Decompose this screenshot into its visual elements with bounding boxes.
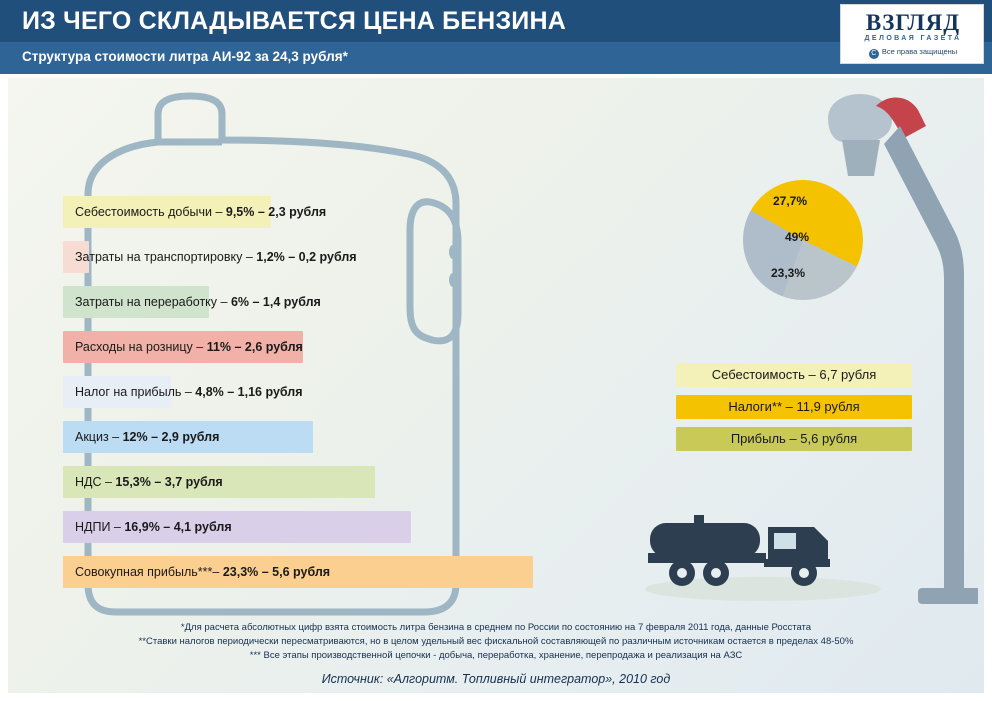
bar-label-value: 6% – 1,4 рубля bbox=[230, 295, 321, 309]
logo bbox=[840, 4, 984, 64]
legend-item-label: Прибыль – 5,6 рубля bbox=[730, 431, 858, 446]
infographic-canvas bbox=[8, 78, 984, 693]
bar-row bbox=[63, 421, 543, 466]
bar-label-text: НДС – bbox=[75, 475, 116, 489]
bar-row bbox=[63, 241, 543, 286]
bar-row bbox=[63, 511, 543, 556]
bar-label bbox=[75, 466, 223, 498]
copyright-icon: C bbox=[869, 49, 879, 59]
bar-label-value: 12% – 2,9 рубля bbox=[122, 430, 220, 444]
logo-rights-text: Все права защищены bbox=[881, 47, 958, 56]
legend-item-label: Налоги** – 11,9 рубля bbox=[728, 399, 860, 414]
legend-item-cost bbox=[676, 363, 912, 387]
bar-label-text: НДПИ – bbox=[75, 520, 125, 534]
bar-label bbox=[75, 331, 303, 363]
bar-label bbox=[75, 286, 321, 318]
page-subtitle: Структура стоимости литра АИ-92 за 24,3 рубля* bbox=[22, 49, 348, 64]
pie-label-bottom: 23,3% bbox=[771, 266, 806, 280]
bar-label bbox=[75, 421, 219, 453]
legend-item-profit bbox=[676, 427, 912, 451]
bar-label-text: Акциз – bbox=[75, 430, 123, 444]
bar-label bbox=[75, 196, 326, 228]
bar-label-value: 11% – 2,6 рубля bbox=[206, 340, 303, 354]
bar-label-value: 15,3% – 3,7 рубля bbox=[115, 475, 223, 489]
pie-label-top: 27,7% bbox=[773, 194, 808, 208]
legend bbox=[676, 363, 912, 459]
bar-label-text: Затраты на транспортировку – bbox=[75, 250, 257, 264]
bar-label-value: 23,3% – 5,6 рубля bbox=[222, 565, 331, 579]
logo-name: ВЗГЛЯД bbox=[865, 10, 961, 35]
bar-label-value: 16,9% – 4,1 рубля bbox=[124, 520, 232, 534]
bar-row bbox=[63, 331, 543, 376]
bar-row bbox=[63, 466, 543, 511]
source-text: Источник: «Алгоритм. Топливный интегратор», 2010 год bbox=[321, 672, 671, 686]
bar-label-value: 9,5% – 2,3 рубля bbox=[225, 205, 327, 219]
bar-label bbox=[75, 376, 303, 408]
bar-row bbox=[63, 556, 543, 601]
logo-rights bbox=[841, 47, 985, 59]
footnotes bbox=[8, 621, 984, 686]
bar-row bbox=[63, 196, 543, 241]
footnote-1: *Для расчета абсолютных цифр взята стоимость литра бензина в среднем по России по состоянию на 7 февраля 2011 года, данные Росстата bbox=[180, 622, 812, 633]
bar-label-text: Налог на прибыль – bbox=[75, 385, 196, 399]
bar-label-text: Себестоимость добычи – bbox=[75, 205, 226, 219]
pie-chart bbox=[743, 180, 873, 310]
footnote-2: **Ставки налогов периодически пересматриваются, но в целом удельный вес фискальной составляющей по различным источникам остается в пределах 48-50% bbox=[138, 636, 854, 647]
page-title: ИЗ ЧЕГО СКЛАДЫВАЕТСЯ ЦЕНА БЕНЗИНА bbox=[22, 7, 566, 35]
pie-label-middle: 49% bbox=[785, 230, 810, 244]
bar-label-text: Затраты на переработку – bbox=[75, 295, 231, 309]
bar-row bbox=[63, 286, 543, 331]
footnote-3: *** Все этапы производственной цепочки - добыча, переработка, хранение, перепродажа и реализация на АЗС bbox=[249, 650, 743, 661]
bar-label bbox=[75, 511, 232, 543]
bar-row bbox=[63, 376, 543, 421]
bar-label-text: Совокупная прибыль***– bbox=[75, 565, 223, 579]
legend-item-taxes bbox=[676, 395, 912, 419]
bar-label bbox=[75, 556, 330, 588]
tanker-truck-illustration bbox=[638, 493, 888, 603]
legend-item-label: Себестоимость – 6,7 рубля bbox=[711, 367, 877, 382]
logo-subtitle: ДЕЛОВАЯ ГАЗЕТА bbox=[864, 35, 962, 42]
bar-chart bbox=[63, 196, 543, 601]
bar-label bbox=[75, 241, 357, 273]
bar-label-value: 4,8% – 1,16 рубля bbox=[195, 385, 303, 399]
bar-label-text: Расходы на розницу – bbox=[75, 340, 207, 354]
bar-label-value: 1,2% – 0,2 рубля bbox=[256, 250, 357, 264]
